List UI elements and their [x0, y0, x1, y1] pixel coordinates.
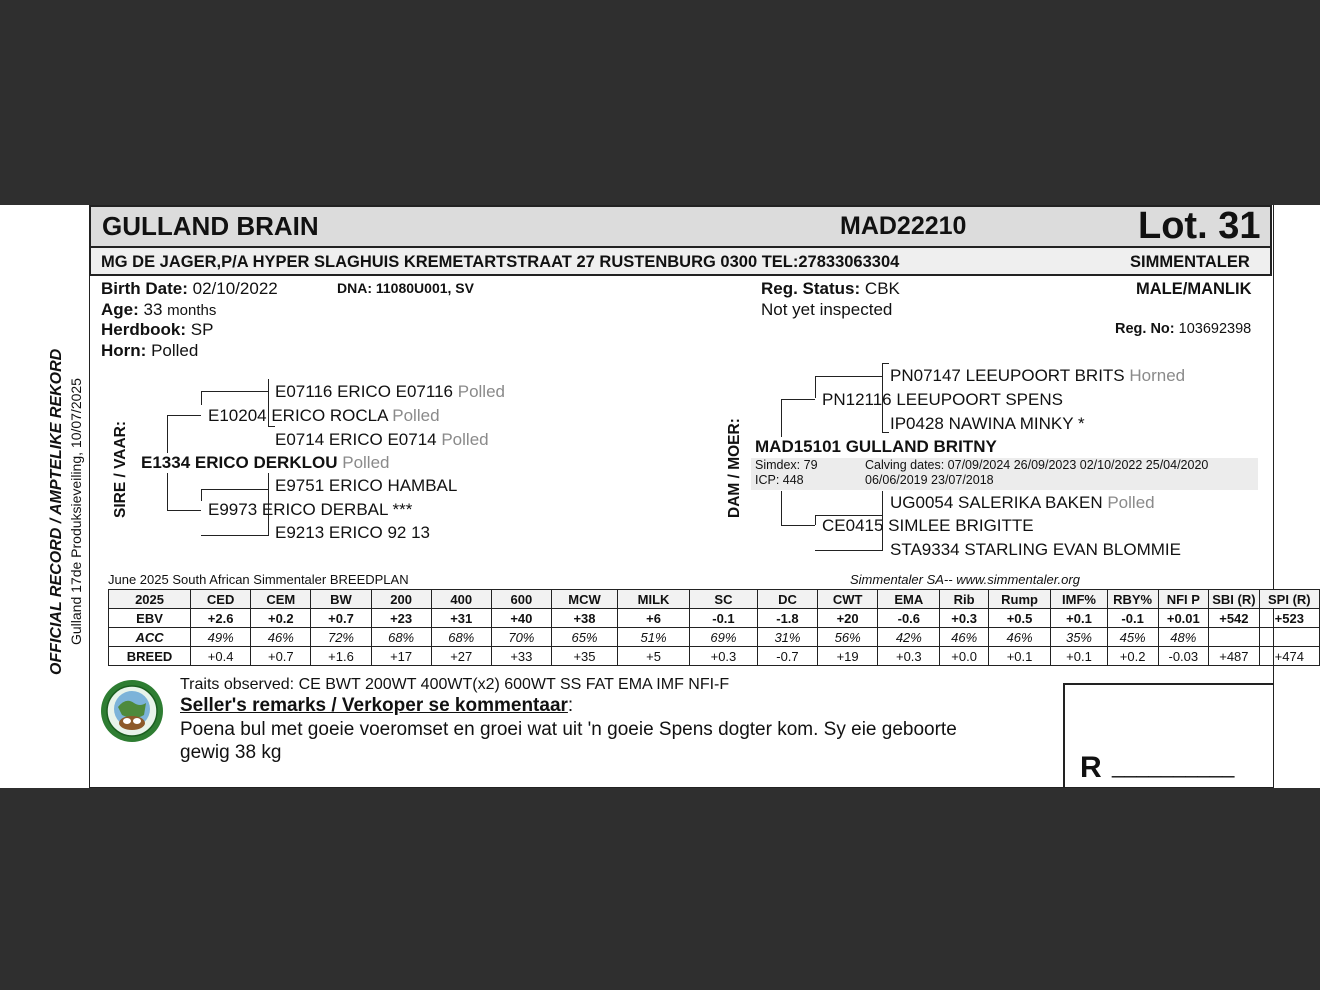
breedplan-cell-acc-16: 45%: [1107, 628, 1158, 647]
breedplan-cell-breed-15: +0.1: [1051, 647, 1107, 666]
sire-sire-sire: [275, 382, 505, 402]
official-record-label: OFFICIAL RECORD / AMPTELIKE REKORD: [48, 348, 65, 675]
reg-no: [1115, 321, 1251, 337]
breedplan-cell-acc-5: 68%: [431, 628, 491, 647]
breedplan-cell-breed-7: +35: [551, 647, 617, 666]
breedplan-cell-breed-6: +33: [491, 647, 551, 666]
breedplan-cell-breed-18: +487: [1209, 647, 1260, 666]
dam-icp: ICP: 448: [755, 473, 804, 487]
dam-dam-sire: [890, 493, 1155, 513]
breedplan-cell-headers-4: 200: [371, 590, 431, 609]
dam-sire-sire-name: PN07147 LEEUPOORT BRITS: [890, 366, 1125, 385]
breedplan-site: Simmentaler SA-- www.simmentaler.org: [850, 572, 1080, 587]
birth-date: [101, 279, 278, 299]
breedplan-cell-ebv-0: EBV: [109, 609, 191, 628]
breedplan-cell-headers-17: NFI P: [1158, 590, 1209, 609]
breedplan-cell-ebv-6: +40: [491, 609, 551, 628]
breedplan-cell-breed-11: +19: [818, 647, 878, 666]
sire-sire-sire-name: E07116 ERICO E07116: [275, 382, 453, 401]
breed-name: SIMMENTALER: [1130, 253, 1250, 271]
calving-dates-2: 06/06/2019 23/07/2018: [865, 473, 994, 487]
breedplan-cell-acc-9: 69%: [690, 628, 758, 647]
breedplan-cell-acc-14: 46%: [988, 628, 1050, 647]
sire-dam-sire: E9751 ERICO HAMBAL: [275, 476, 458, 495]
breedplan-cell-breed-12: +0.3: [878, 647, 940, 666]
breedplan-cell-breed-3: +1.6: [311, 647, 371, 666]
reg-status-label: Reg. Status:: [761, 279, 861, 298]
horn-label: Horn:: [101, 341, 147, 360]
breedplan-cell-acc-10: 31%: [757, 628, 817, 647]
dam-dam: CE0415 SIMLEE BRIGITTE: [822, 516, 1034, 535]
breedplan-cell-headers-2: CEM: [251, 590, 311, 609]
sire-dam-dam: E9213 ERICO 92 13: [275, 523, 430, 542]
dam-simdex: Simdex: 79: [755, 458, 818, 472]
dna-info: DNA: 11080U001, SV: [337, 280, 474, 296]
breedplan-cell-acc-11: 56%: [818, 628, 878, 647]
remarks-heading-text: Seller's remarks / Verkoper se kommentaar: [180, 695, 568, 716]
breedplan-cell-acc-13: 46%: [940, 628, 988, 647]
breedplan-cell-headers-19: SPI (R): [1259, 590, 1319, 609]
breedplan-cell-ebv-3: +0.7: [311, 609, 371, 628]
dam-sire-dam: IP0428 NAWINA MINKY *: [890, 414, 1085, 433]
breedplan-cell-ebv-4: +23: [371, 609, 431, 628]
sire: [141, 453, 390, 473]
breedplan-cell-headers-15: IMF%: [1051, 590, 1107, 609]
age-label: Age:: [101, 300, 139, 319]
breedplan-cell-breed-10: -0.7: [757, 647, 817, 666]
breedplan-acc-row: [109, 628, 1320, 647]
breedplan-header-row: [109, 590, 1320, 609]
breedplan-cell-breed-19: +474: [1259, 647, 1319, 666]
sire-label: SIRE / VAAR:: [112, 420, 129, 518]
remarks-text-1: Poena bul met goeie voeromset en groei wat uit 'n goeie Spens dogter kom. Sy eie geboorte: [180, 719, 957, 740]
breedplan-cell-ebv-12: -0.6: [878, 609, 940, 628]
breedplan-breed-row: [109, 647, 1320, 666]
age-unit: months: [167, 302, 217, 319]
price-blank[interactable]: __________: [1112, 753, 1235, 778]
breedplan-cell-breed-13: +0.0: [940, 647, 988, 666]
breedplan-cell-breed-2: +0.7: [251, 647, 311, 666]
reg-no-value: 103692398: [1178, 321, 1252, 337]
herdbook-label: Herdbook:: [101, 320, 186, 339]
dam-sire-sire-horn: Horned: [1129, 366, 1186, 385]
birth-date-label: Birth Date:: [101, 279, 188, 298]
breedplan-cell-breed-9: +0.3: [690, 647, 758, 666]
sire-name: E1334 ERICO DERKLOU: [141, 453, 338, 472]
sire-sire-name: E10204 ERICO ROCLA: [208, 406, 388, 425]
breedplan-cell-ebv-15: +0.1: [1051, 609, 1107, 628]
breedplan-cell-headers-9: SC: [690, 590, 758, 609]
breedplan-cell-headers-8: MILK: [618, 590, 690, 609]
breedplan-cell-headers-12: EMA: [878, 590, 940, 609]
catalogue-card: [0, 205, 1320, 788]
simmentaler-logo-icon: [100, 679, 164, 743]
breedplan-cell-headers-14: Rump: [988, 590, 1050, 609]
breedplan-cell-headers-10: DC: [757, 590, 817, 609]
age-value: 33: [143, 300, 163, 319]
breedplan-cell-ebv-2: +0.2: [251, 609, 311, 628]
calving-dates-1: Calving dates: 07/09/2024 26/09/2023 02/10/2022 25/04/2020: [865, 458, 1209, 472]
breedplan-cell-breed-0: BREED: [109, 647, 191, 666]
breedplan-cell-breed-14: +0.1: [988, 647, 1050, 666]
dam-dam-sire-horn: Polled: [1107, 493, 1155, 512]
breedplan-cell-headers-1: CED: [191, 590, 251, 609]
herdbook-value: SP: [190, 320, 214, 339]
birth-date-value: 02/10/2022: [192, 279, 278, 298]
breedplan-cell-ebv-14: +0.5: [988, 609, 1050, 628]
remarks-text-2: gewig 38 kg: [180, 742, 282, 763]
breedplan-cell-ebv-9: -0.1: [690, 609, 758, 628]
breedplan-cell-ebv-17: +0.01: [1158, 609, 1209, 628]
sire-sire-dam: [275, 430, 489, 450]
breedplan-cell-acc-18: [1209, 628, 1260, 647]
dam-name: MAD15101 GULLAND BRITNY: [755, 437, 997, 456]
breedplan-cell-acc-3: 72%: [311, 628, 371, 647]
breedplan-cell-acc-17: 48%: [1158, 628, 1209, 647]
traits-observed: Traits observed: CE BWT 200WT 400WT(x2) 600WT SS FAT EMA IMF NFI-F: [180, 676, 730, 693]
breedplan-cell-ebv-1: +2.6: [191, 609, 251, 628]
breedplan-cell-headers-0: 2025: [109, 590, 191, 609]
breedplan-title: June 2025 South African Simmentaler BREEDPLAN: [108, 572, 409, 587]
lot-number: Lot. 31: [1138, 205, 1261, 247]
breedplan-cell-ebv-19: +523: [1259, 609, 1319, 628]
dam-label: DAM / MOER:: [726, 418, 743, 518]
sale-label: Gulland 17de Produksieveiling, 10/07/2025: [68, 378, 84, 645]
herdbook: [101, 320, 213, 340]
breedplan-cell-ebv-8: +6: [618, 609, 690, 628]
breedplan-cell-headers-3: BW: [311, 590, 371, 609]
breedplan-cell-acc-1: 49%: [191, 628, 251, 647]
breedplan-cell-ebv-5: +31: [431, 609, 491, 628]
breedplan-ebv-row: [109, 609, 1320, 628]
horn-value: Polled: [151, 341, 199, 360]
breedplan-cell-headers-11: CWT: [818, 590, 878, 609]
breedplan-cell-headers-5: 400: [431, 590, 491, 609]
remarks-heading: [180, 695, 573, 717]
owner-address: MG DE JAGER,P/A HYPER SLAGHUIS KREMETARTSTRAAT 27 RUSTENBURG 0300 TEL:27833063304: [101, 253, 900, 271]
breedplan-cell-headers-13: Rib: [940, 590, 988, 609]
breedplan-cell-acc-0: ACC: [109, 628, 191, 647]
breedplan-cell-acc-6: 70%: [491, 628, 551, 647]
dam-dam-dam: STA9334 STARLING EVAN BLOMMIE: [890, 540, 1181, 559]
sire-sire-dam-name: E0714 ERICO E0714: [275, 430, 437, 449]
breedplan-cell-headers-18: SBI (R): [1209, 590, 1260, 609]
breedplan-cell-acc-12: 42%: [878, 628, 940, 647]
sire-sire-sire-horn: Polled: [457, 382, 505, 401]
sire-sire-horn: Polled: [392, 406, 440, 425]
horn: [101, 341, 198, 361]
breedplan-cell-ebv-11: +20: [818, 609, 878, 628]
breedplan-cell-breed-1: +0.4: [191, 647, 251, 666]
breedplan-cell-ebv-18: +542: [1209, 609, 1260, 628]
breedplan-cell-ebv-16: -0.1: [1107, 609, 1158, 628]
sire-horn: Polled: [342, 453, 390, 472]
dam-dam-sire-name: UG0054 SALERIKA BAKEN: [890, 493, 1103, 512]
sire-sire: [208, 406, 440, 426]
remarks-heading-colon: :: [567, 695, 574, 716]
breedplan-cell-acc-7: 65%: [551, 628, 617, 647]
age: [101, 300, 216, 320]
reg-status: [761, 279, 900, 299]
breedplan-cell-breed-16: +0.2: [1107, 647, 1158, 666]
breedplan-cell-breed-17: -0.03: [1158, 647, 1209, 666]
inspection-status: Not yet inspected: [761, 300, 893, 319]
breedplan-cell-acc-2: 46%: [251, 628, 311, 647]
animal-id: MAD22210: [840, 212, 967, 240]
dam-sire: PN12116 LEEUPOORT SPENS: [822, 390, 1063, 409]
breedplan-cell-breed-4: +17: [371, 647, 431, 666]
breedplan-cell-acc-19: [1259, 628, 1319, 647]
breedplan-cell-acc-8: 51%: [618, 628, 690, 647]
breedplan-cell-headers-6: 600: [491, 590, 551, 609]
breedplan-cell-acc-15: 35%: [1051, 628, 1107, 647]
price-label: R: [1080, 751, 1102, 784]
breedplan-cell-acc-4: 68%: [371, 628, 431, 647]
breedplan-cell-headers-16: RBY%: [1107, 590, 1158, 609]
breedplan-cell-headers-7: MCW: [551, 590, 617, 609]
sire-dam: E9973 ERICO DERBAL ***: [208, 500, 413, 519]
breedplan-table: [108, 589, 1320, 666]
sex: MALE/MANLIK: [1136, 280, 1252, 298]
reg-status-value: CBK: [864, 279, 900, 298]
breedplan-cell-breed-8: +5: [618, 647, 690, 666]
reg-no-label: Reg. No:: [1115, 321, 1175, 337]
breedplan-cell-ebv-10: -1.8: [757, 609, 817, 628]
breedplan-cell-ebv-7: +38: [551, 609, 617, 628]
animal-name: GULLAND BRAIN: [102, 211, 319, 241]
sire-sire-dam-horn: Polled: [441, 430, 489, 449]
dam-sire-sire: [890, 366, 1185, 386]
breedplan-cell-ebv-13: +0.3: [940, 609, 988, 628]
breedplan-cell-breed-5: +27: [431, 647, 491, 666]
